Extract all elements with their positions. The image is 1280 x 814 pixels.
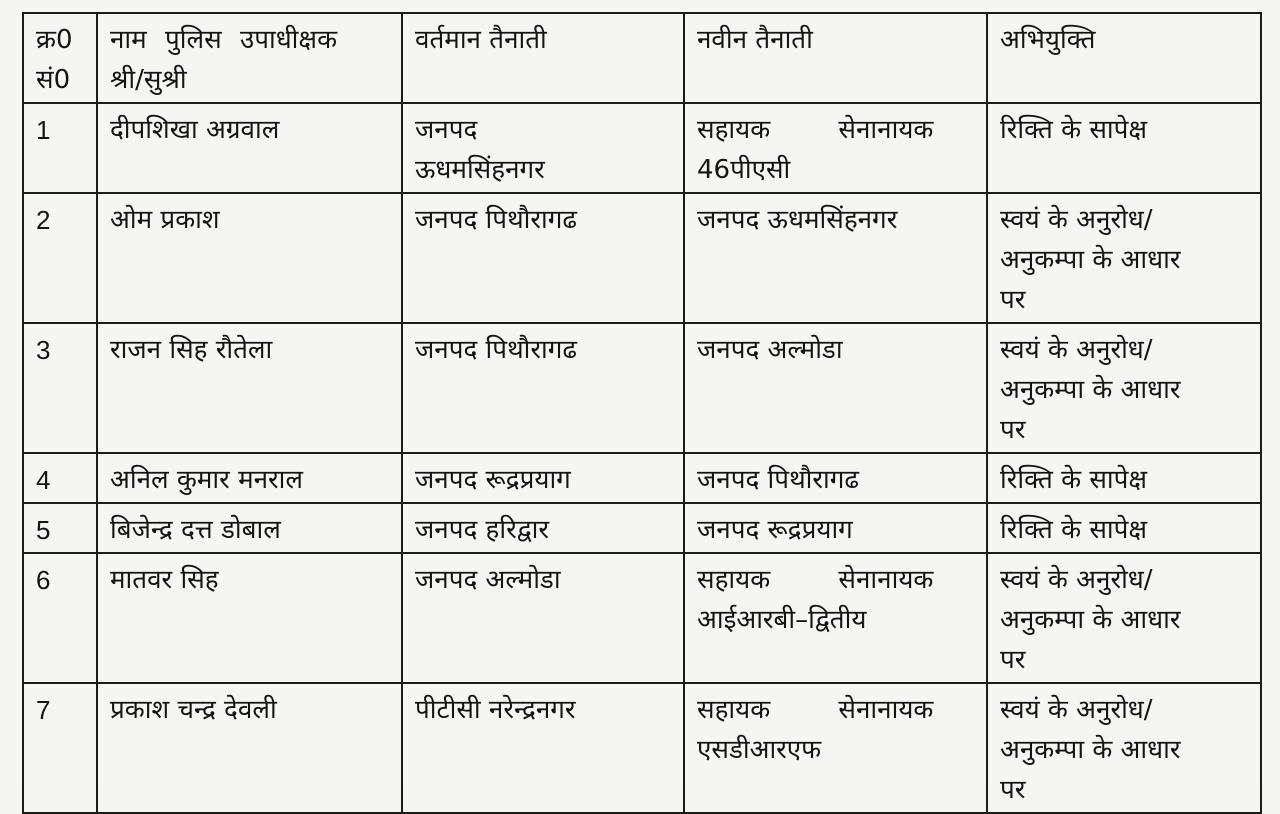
serial-cell: 5	[23, 503, 97, 553]
remarks-line1: स्वयं के अनुरोध/	[1000, 565, 1153, 595]
transfer-table	[22, 12, 1262, 814]
table-row	[23, 503, 1261, 553]
new-posting: जनपद ऊधमसिंहनगर	[684, 193, 987, 323]
officer-name: मातवर सिह	[97, 553, 402, 683]
header-name-line1: नाम पुलिस उपाधीक्षक	[110, 25, 338, 55]
new-posting: जनपद पिथौरागढ	[684, 453, 987, 503]
new-posting	[684, 553, 987, 683]
table-row	[23, 553, 1261, 683]
current-posting: जनपद रूद्रप्रयाग	[402, 453, 684, 503]
current-posting: पीटीसी नरेन्द्रनगर	[402, 683, 684, 813]
officer-name: ओम प्रकाश	[97, 193, 402, 323]
officer-name: प्रकाश चन्द्र देवली	[97, 683, 402, 813]
remarks-line3: पर	[1000, 415, 1026, 445]
remarks-line3: पर	[1000, 645, 1026, 675]
header-remarks: अभियुक्ति	[987, 13, 1261, 103]
remarks-line3: पर	[1000, 775, 1026, 805]
new-posting	[684, 103, 987, 193]
remarks-line2: अनुकम्पा के आधार	[1000, 735, 1181, 765]
remarks-line2: अनुकम्पा के आधार	[1000, 605, 1181, 635]
new-posting-line1: सहायक सेनानायक	[697, 115, 934, 145]
current-posting	[402, 103, 684, 193]
remarks	[987, 323, 1261, 453]
remarks-line3: पर	[1000, 285, 1026, 315]
officer-name: बिजेन्द्र दत्त डोबाल	[97, 503, 402, 553]
remarks-line1: स्वयं के अनुरोध/	[1000, 695, 1153, 725]
new-posting-line2: एसडीआरएफ	[697, 735, 822, 765]
remarks: रिक्ति के सापेक्ष	[987, 503, 1261, 553]
current-posting-line1: जनपद	[415, 115, 478, 145]
header-serial	[23, 13, 97, 103]
remarks-line2: अनुकम्पा के आधार	[1000, 375, 1181, 405]
new-posting-line2: आईआरबी–द्वितीय	[697, 605, 867, 635]
new-posting-line2: 46पीएसी	[697, 155, 791, 185]
current-posting: जनपद पिथौरागढ	[402, 193, 684, 323]
serial-cell: 2	[23, 193, 97, 323]
remarks-line1: स्वयं के अनुरोध/	[1000, 205, 1153, 235]
remarks	[987, 553, 1261, 683]
table-row	[23, 323, 1261, 453]
officer-name: दीपशिखा अग्रवाल	[97, 103, 402, 193]
table-row	[23, 103, 1261, 193]
current-posting: जनपद पिथौरागढ	[402, 323, 684, 453]
table-row	[23, 683, 1261, 813]
remarks-line1: रिक्ति के सापेक्ष	[1000, 115, 1148, 145]
current-posting-line2: ऊधमसिंहनगर	[415, 155, 545, 185]
header-serial-line1: क्र0	[36, 25, 73, 55]
serial-cell: 1	[23, 103, 97, 193]
header-current-posting: वर्तमान तैनाती	[402, 13, 684, 103]
current-posting: जनपद हरिद्वार	[402, 503, 684, 553]
new-posting: जनपद अल्मोडा	[684, 323, 987, 453]
officer-name: अनिल कुमार मनराल	[97, 453, 402, 503]
serial-cell: 7	[23, 683, 97, 813]
remarks: रिक्ति के सापेक्ष	[987, 453, 1261, 503]
new-posting-line1: सहायक सेनानायक	[697, 565, 934, 595]
new-posting: जनपद रूद्रप्रयाग	[684, 503, 987, 553]
header-name	[97, 13, 402, 103]
serial-cell: 6	[23, 553, 97, 683]
remarks	[987, 683, 1261, 813]
table-row	[23, 453, 1261, 503]
remarks	[987, 193, 1261, 323]
header-serial-line2: सं0	[36, 65, 71, 95]
table-row	[23, 193, 1261, 323]
header-new-posting: नवीन तैनाती	[684, 13, 987, 103]
header-row	[23, 13, 1261, 103]
remarks-line2: अनुकम्पा के आधार	[1000, 245, 1181, 275]
remarks	[987, 103, 1261, 193]
serial-cell: 3	[23, 323, 97, 453]
current-posting: जनपद अल्मोडा	[402, 553, 684, 683]
remarks-line1: स्वयं के अनुरोध/	[1000, 335, 1153, 365]
new-posting	[684, 683, 987, 813]
serial-cell: 4	[23, 453, 97, 503]
header-name-line2: श्री/सुश्री	[110, 65, 187, 95]
officer-name: राजन सिह रौतेला	[97, 323, 402, 453]
new-posting-line1: सहायक सेनानायक	[697, 695, 934, 725]
